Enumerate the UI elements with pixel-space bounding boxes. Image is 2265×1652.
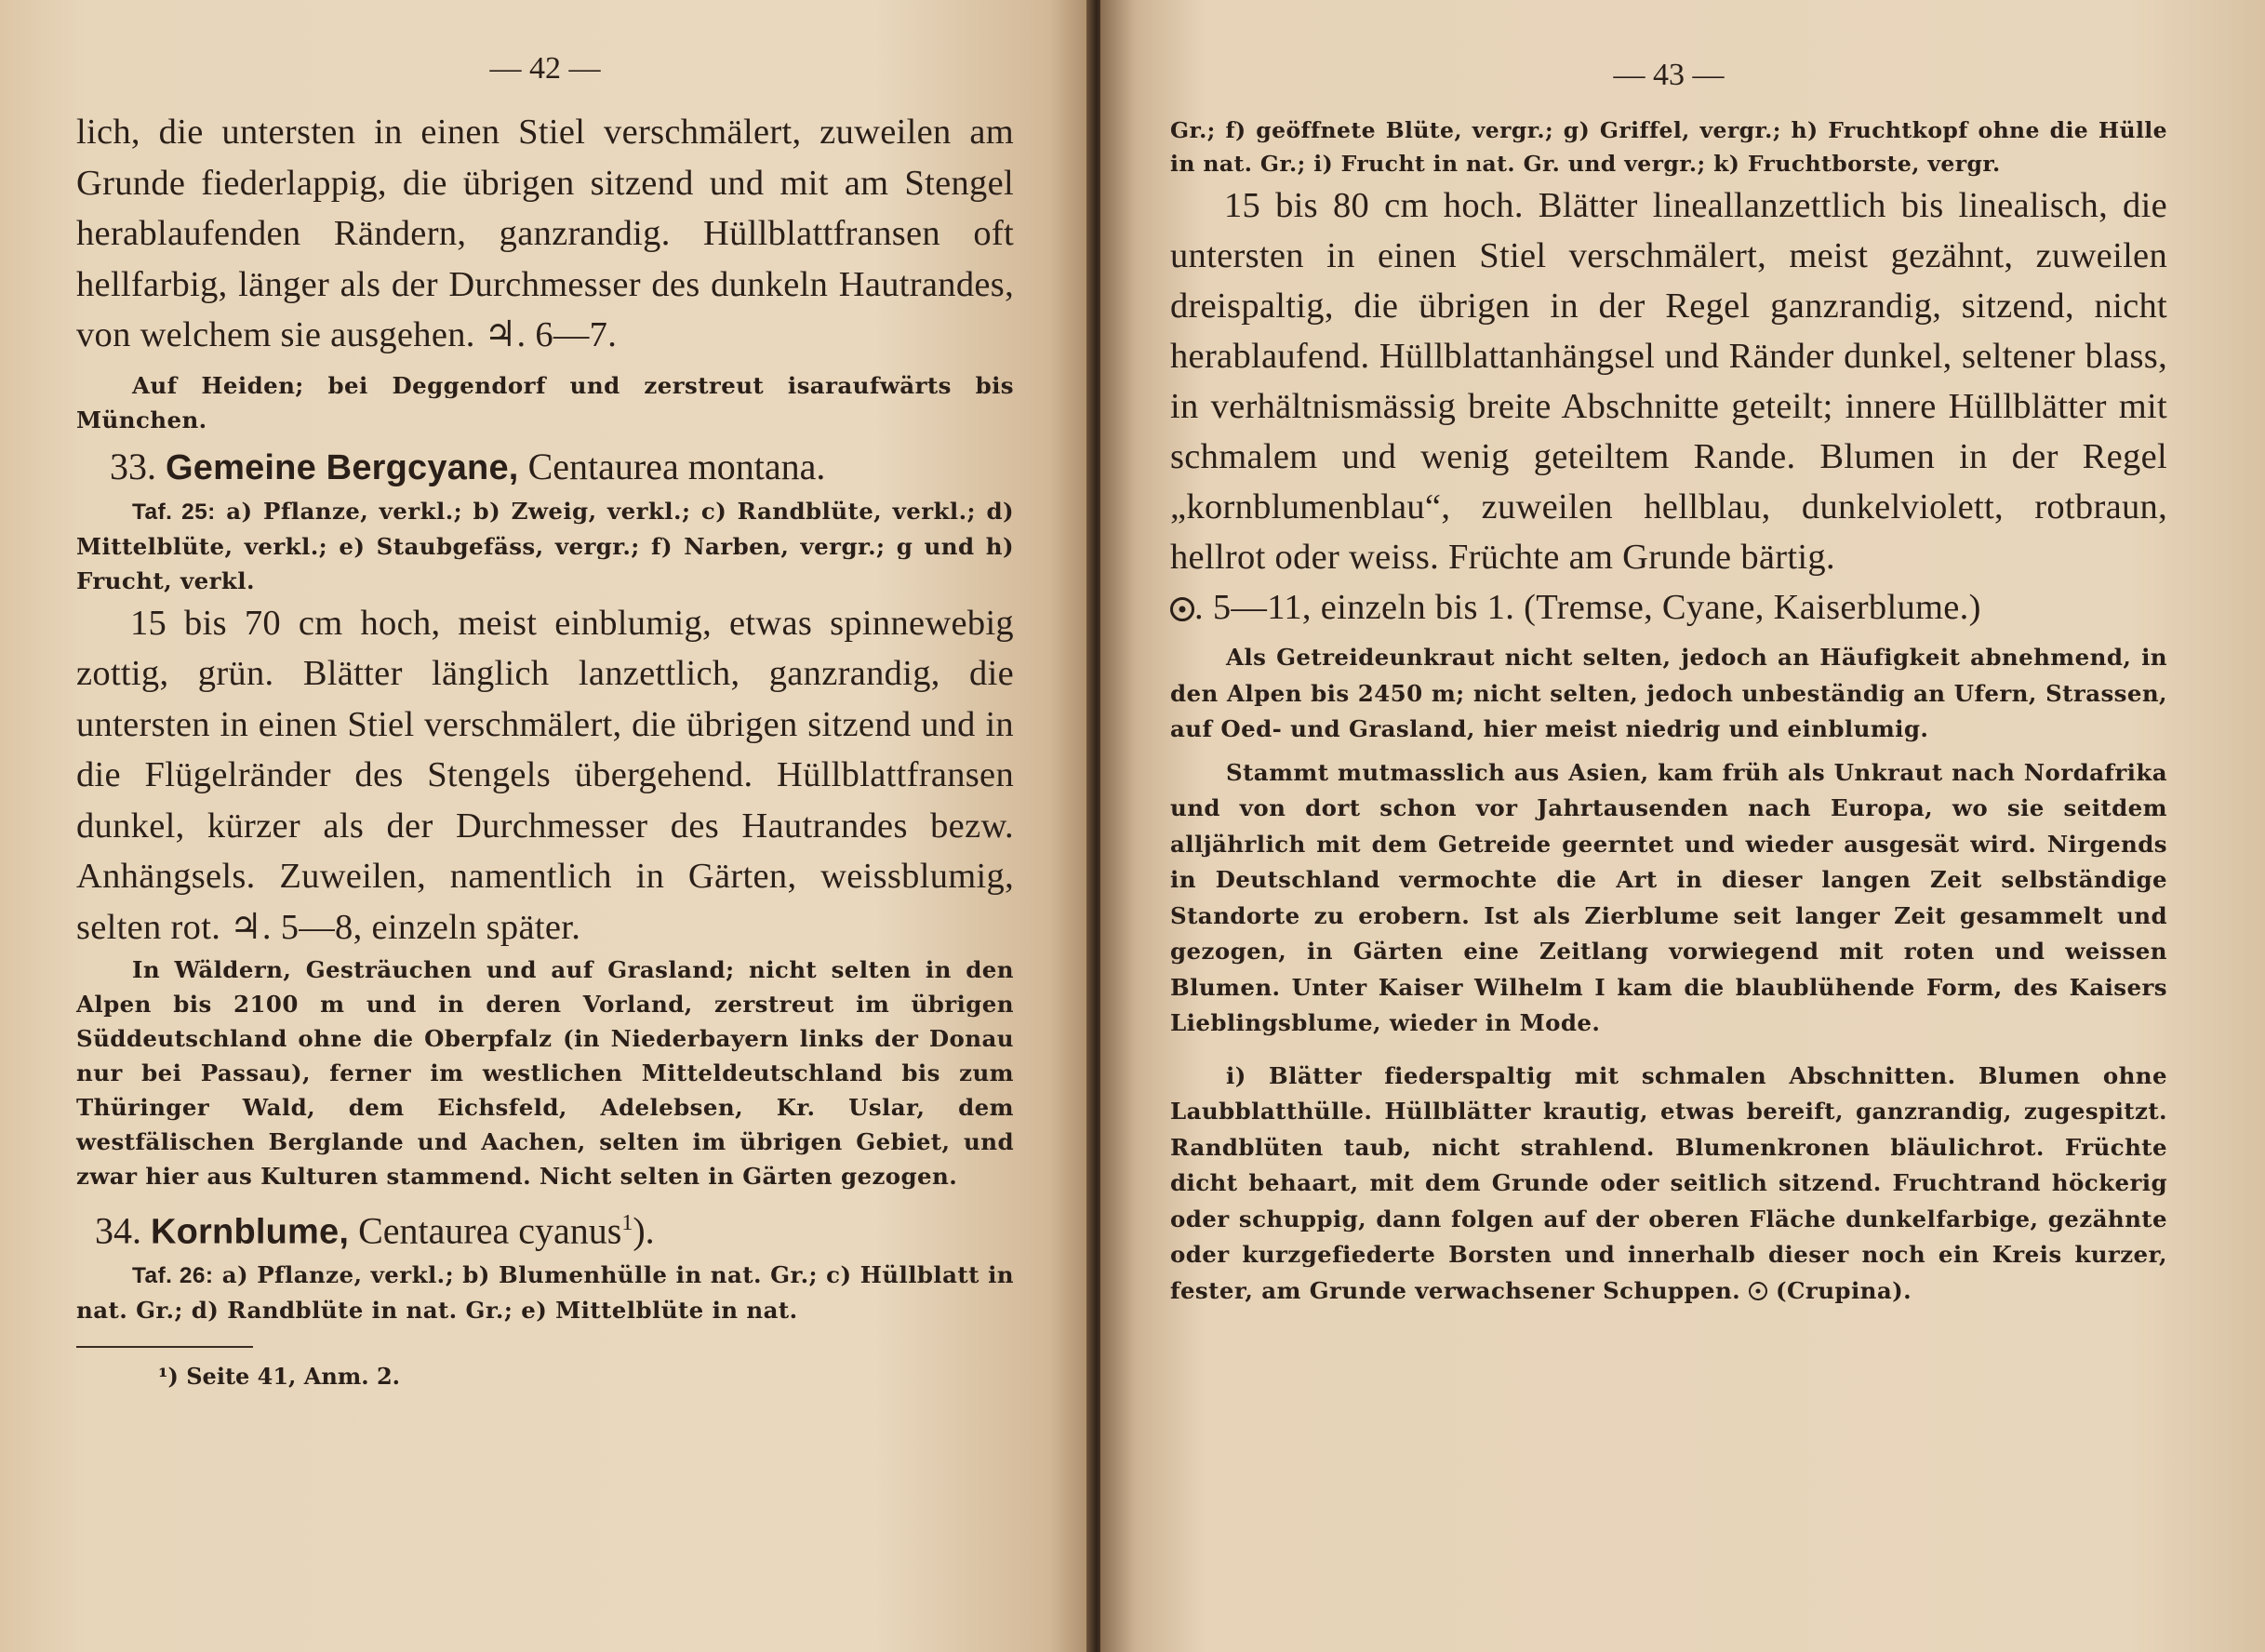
species-latin-name: Centaurea montana. <box>527 445 826 487</box>
plate-text: a) Pflanze, verkl.; b) Zweig, verkl.; c) Randblüte, verkl.; d) Mittelblüte, verkl.; e) Staubgefäss, vergr.; f) Narben, vergr.; g und h) Frucht, verkl. <box>76 497 1015 594</box>
species-heading-33 <box>76 441 1014 494</box>
genus-name: (Crupina). <box>1776 1276 1912 1304</box>
annual-symbol-icon <box>1749 1282 1767 1300</box>
species-heading-34 <box>95 1197 1014 1258</box>
body-paragraph-tail: . 5—11, einzeln bis 1. (Tremse, Cyane, Kaiserblume.) <box>1170 582 2167 633</box>
habitat-note: In Wäldern, Gesträuchen und auf Grasland; nicht selten in den Alpen bis 2100 m und in deren Vorland, zerstreut im übrigen Süddeutschland ohne die Oberpfalz (in Niederbayern links der Donau nur bei Passau), ferner im westlichen Mitteldeutschland bis zum Thüringer Wald, dem Eichsfeld, Adelebsen, Kr. Uslar, dem westfälischen Berglande und Aachen, selten im übrigen Gebiet, und zwar hier aus Kulturen stammend. Nicht selten in Gärten gezogen. <box>76 956 1014 1190</box>
plate-caption-continued: Gr.; f) geöffnete Blüte, vergr.; g) Griffel, vergr.; h) Fruchtkopf ohne die Hülle in nat. Gr.; i) Frucht in nat. Gr. und vergr.; k) Fruchtborste, vergr. <box>1170 117 2167 177</box>
heading-end: ). <box>633 1209 655 1252</box>
species-number: 33. <box>110 445 156 487</box>
right-page <box>1100 0 2265 1652</box>
species-latin-name: Centaurea cyanus <box>358 1209 622 1252</box>
annual-symbol-icon <box>1170 597 1194 621</box>
habitat-note: Auf Heiden; bei Deggendorf und zerstreut isaraufwärts bis München. <box>76 371 1014 433</box>
page-number: — 42 — <box>489 51 601 86</box>
habitat-note: Als Getreideunkraut nicht selten, jedoch an Häufigkeit abnehmend, in den Alpen bis 2450 m; nicht selten, jedoch unbeständig an Ufern, Strassen, auf Oed- und Grasland, hier meist niedrig und einblumig. <box>1170 644 2167 742</box>
plate-label: Taf. 26: <box>132 1263 214 1289</box>
footnote-marker: 1 <box>621 1211 633 1235</box>
footnote: ¹) Seite 41, Anm. 2. <box>158 1363 400 1391</box>
genus-note-text: i) Blätter fiederspaltig mit schmalen Abschnitten. Blumen ohne Laubblatthülle. Hüllblätter krautig, etwas bereift, ganzrandig, zugespitzt. Randblüten taub, nicht strahlend. Blumenkronen bläulichrot. Früchte dicht behaart, mit dem Grunde oder seitlich sitzend. Fruchtrand höckerig oder schuppig, dann folgen auf der oberen Fläche dunkelfarbige, gezähnte oder kurzgefiederte Borsten und innerhalb dieser noch ein Kreis kurzer, fester, am Grunde verwachsener Schuppen. <box>1170 1061 2167 1304</box>
page-number: — 43 — <box>1613 58 1725 92</box>
body-paragraph: 15 bis 80 cm hoch. Blätter lineallanzettlich bis linealisch, die untersten in einen Stiel verschmälert, meist gezähnt, zuweilen dreispaltig, die übrigen in der Regel ganzrandig, sitzend, nicht herablaufend. Hüllblattanhängsel und Ränder dunkel, seltener blass, in verhältnismässig breite Abschnitte geteilt; innere Hüllblätter mit schmalem und wenig geteiltem Rande. Blumen in der Regel „kornblumenblau“, zuweilen hellblau, dunkelviolett, rotbraun, hellrot oder weiss. Früchte am Grunde bärtig. <box>1170 186 2167 577</box>
plate-caption <box>76 1258 1014 1327</box>
species-common-name: Gemeine Bergcyane, <box>166 447 519 487</box>
history-note: Stammt mutmasslich aus Asien, kam früh als Unkraut nach Nordafrika und von dort schon vor Jahrtausenden nach Europa, wo sie seitdem alljährlich mit dem Getreide geerntet und wieder ausgesät wird. Nirgends in Deutschland vermochte die Art in dieser langen Zeit selbständige Standorte zu erobern. Ist als Zierblume seit langer Zeit gesammelt und gezogen, in Gärten eine Zeitlang vorwiegend mit roten und weissen Blumen. Unter Kaiser Wilhelm I kam die blaublühende Form, des Kaisers Lieblingsblume, wieder in Mode. <box>1170 758 2167 1036</box>
left-page <box>0 0 1093 1652</box>
footnote-divider <box>76 1346 253 1348</box>
plate-caption <box>76 494 1014 598</box>
body-paragraph: lich, die untersten in einen Stiel verschmälert, zuweilen am Grunde fiederlappig, die übrigen sitzend und mit am Stengel herablaufenden Rändern, ganzrandig. Hüllblattfransen oft hellfarbig, länger als der Durchmesser des dunkeln Hautrandes, von welchem sie ausgehen. ♃. 6—7. <box>76 113 1014 354</box>
flowering-period: 5—11, einzeln bis 1. (Tremse, Cyane, Kaiserblume.) <box>1212 588 1981 627</box>
plate-label: Taf. 25: <box>132 499 216 525</box>
species-number: 34. <box>95 1209 141 1252</box>
genus-note <box>1170 1059 2167 1310</box>
body-paragraph: 15 bis 70 cm hoch, meist einblumig, etwas spinnewebig zottig, grün. Blätter länglich lanzettlich, ganzrandig, die untersten in einen Stiel verschmälert, die übrigen sitzend und in die Flügelränder des Stengels übergehend. Hüllblattfransen dunkel, kürzer als der Durchmesser des Hautrandes bezw. Anhängsels. Zuweilen, namentlich in Gärten, weissblumig, selten rot. ♃. 5—8, einzeln später. <box>76 603 1014 947</box>
plate-text: a) Pflanze, verkl.; b) Blumenhülle in nat. Gr.; c) Hüllblatt in nat. Gr.; d) Randblüte in nat. Gr.; e) Mittelblüte in nat. <box>76 1261 1015 1325</box>
species-common-name: Kornblume, <box>151 1212 350 1252</box>
